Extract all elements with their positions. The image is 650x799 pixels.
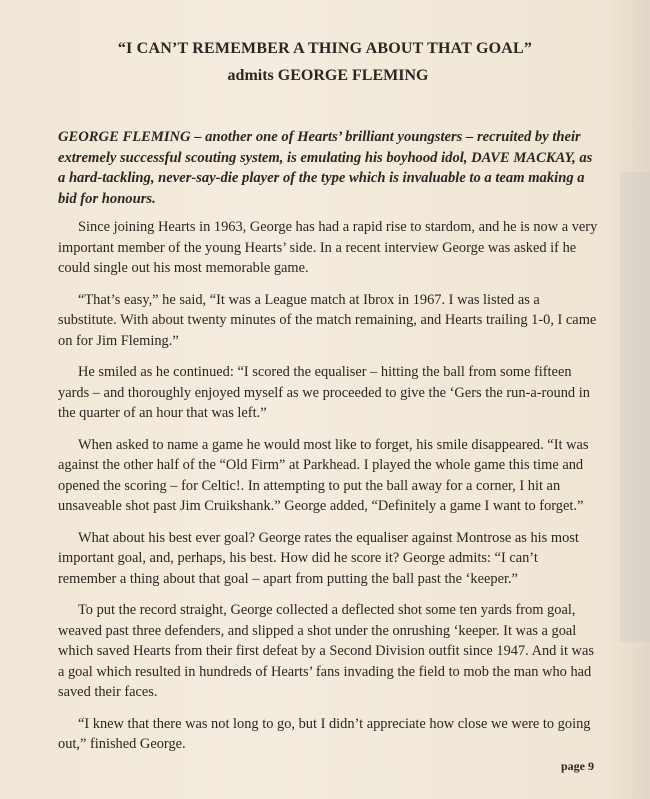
body-paragraph: He smiled as he continued: “I scored the equaliser – hitting the ball from some fifteen yards – and thoroughly enjoyed myself as we proceeded to give the ‘Gers the run-a-round in the quarter of an hour that was left.” — [58, 364, 590, 421]
article-body — [58, 217, 598, 766]
body-paragraph: To put the record straight, George collected a deflected shot some ten yards from goal, weaved past three defenders, and slipped a shot under the onrushing ‘keeper. It was a goal which saved Hearts from their first defeat by a Second Division outfit since 1947. And it was a goal which resulted in hundreds of Hearts’ fans invading the field to mob the man who had saved their faces. — [58, 602, 594, 700]
facing-page-shaded-box — [620, 172, 650, 642]
body-paragraph: When asked to name a game he would most like to forget, his smile disappeared. “It was against the other half of the “Old Firm” at Parkhead. I played the whole game this time and opened the scoring – for Celtic!. In attempting to put the ball away for a corner, I hit an unsaveable shot past Jim Cruikshank.” George added, “Definitely a game I want to forget.” — [58, 436, 589, 514]
article-subtitle: admits GEORGE FLEMING — [227, 67, 429, 84]
article-intro: GEORGE FLEMING – another one of Hearts’ brilliant youngsters – recruited by their extremely successful scouting system, is emulating his boyhood idol, DAVE MACKAY, as a hard-tackling, never-say-die player of the type which is invaluable to a team making a bid for honours. — [58, 129, 593, 207]
body-paragraph: What about his best ever goal? George rates the equaliser against Montrose as his most important goal, and, perhaps, his best. How did he score it? George admits: “I can’t remember a thing about that goal – apart from putting the ball past the ‘keeper.” — [58, 529, 579, 587]
page-number: page 9 — [561, 759, 594, 773]
body-paragraph: “That’s easy,” he said, “It was a League match at Ibrox in 1967. I was listed as a substitute. With about twenty minutes of the match remaining, and Hearts trailing 1-0, I came on for Jim Fleming.” — [58, 291, 597, 349]
body-paragraph: “I knew that there was not long to go, but I didn’t appreciate how close we were to going out,” finished George. — [58, 715, 591, 752]
article-title: “I CAN’T REMEMBER A THING ABOUT THAT GOAL” — [117, 40, 533, 57]
body-paragraph: Since joining Hearts in 1963, George has had a rapid rise to stardom, and he is now a very important member of the young Hearts’ side. In a recent interview George was asked if he could single out his most memorable game. — [58, 219, 598, 276]
